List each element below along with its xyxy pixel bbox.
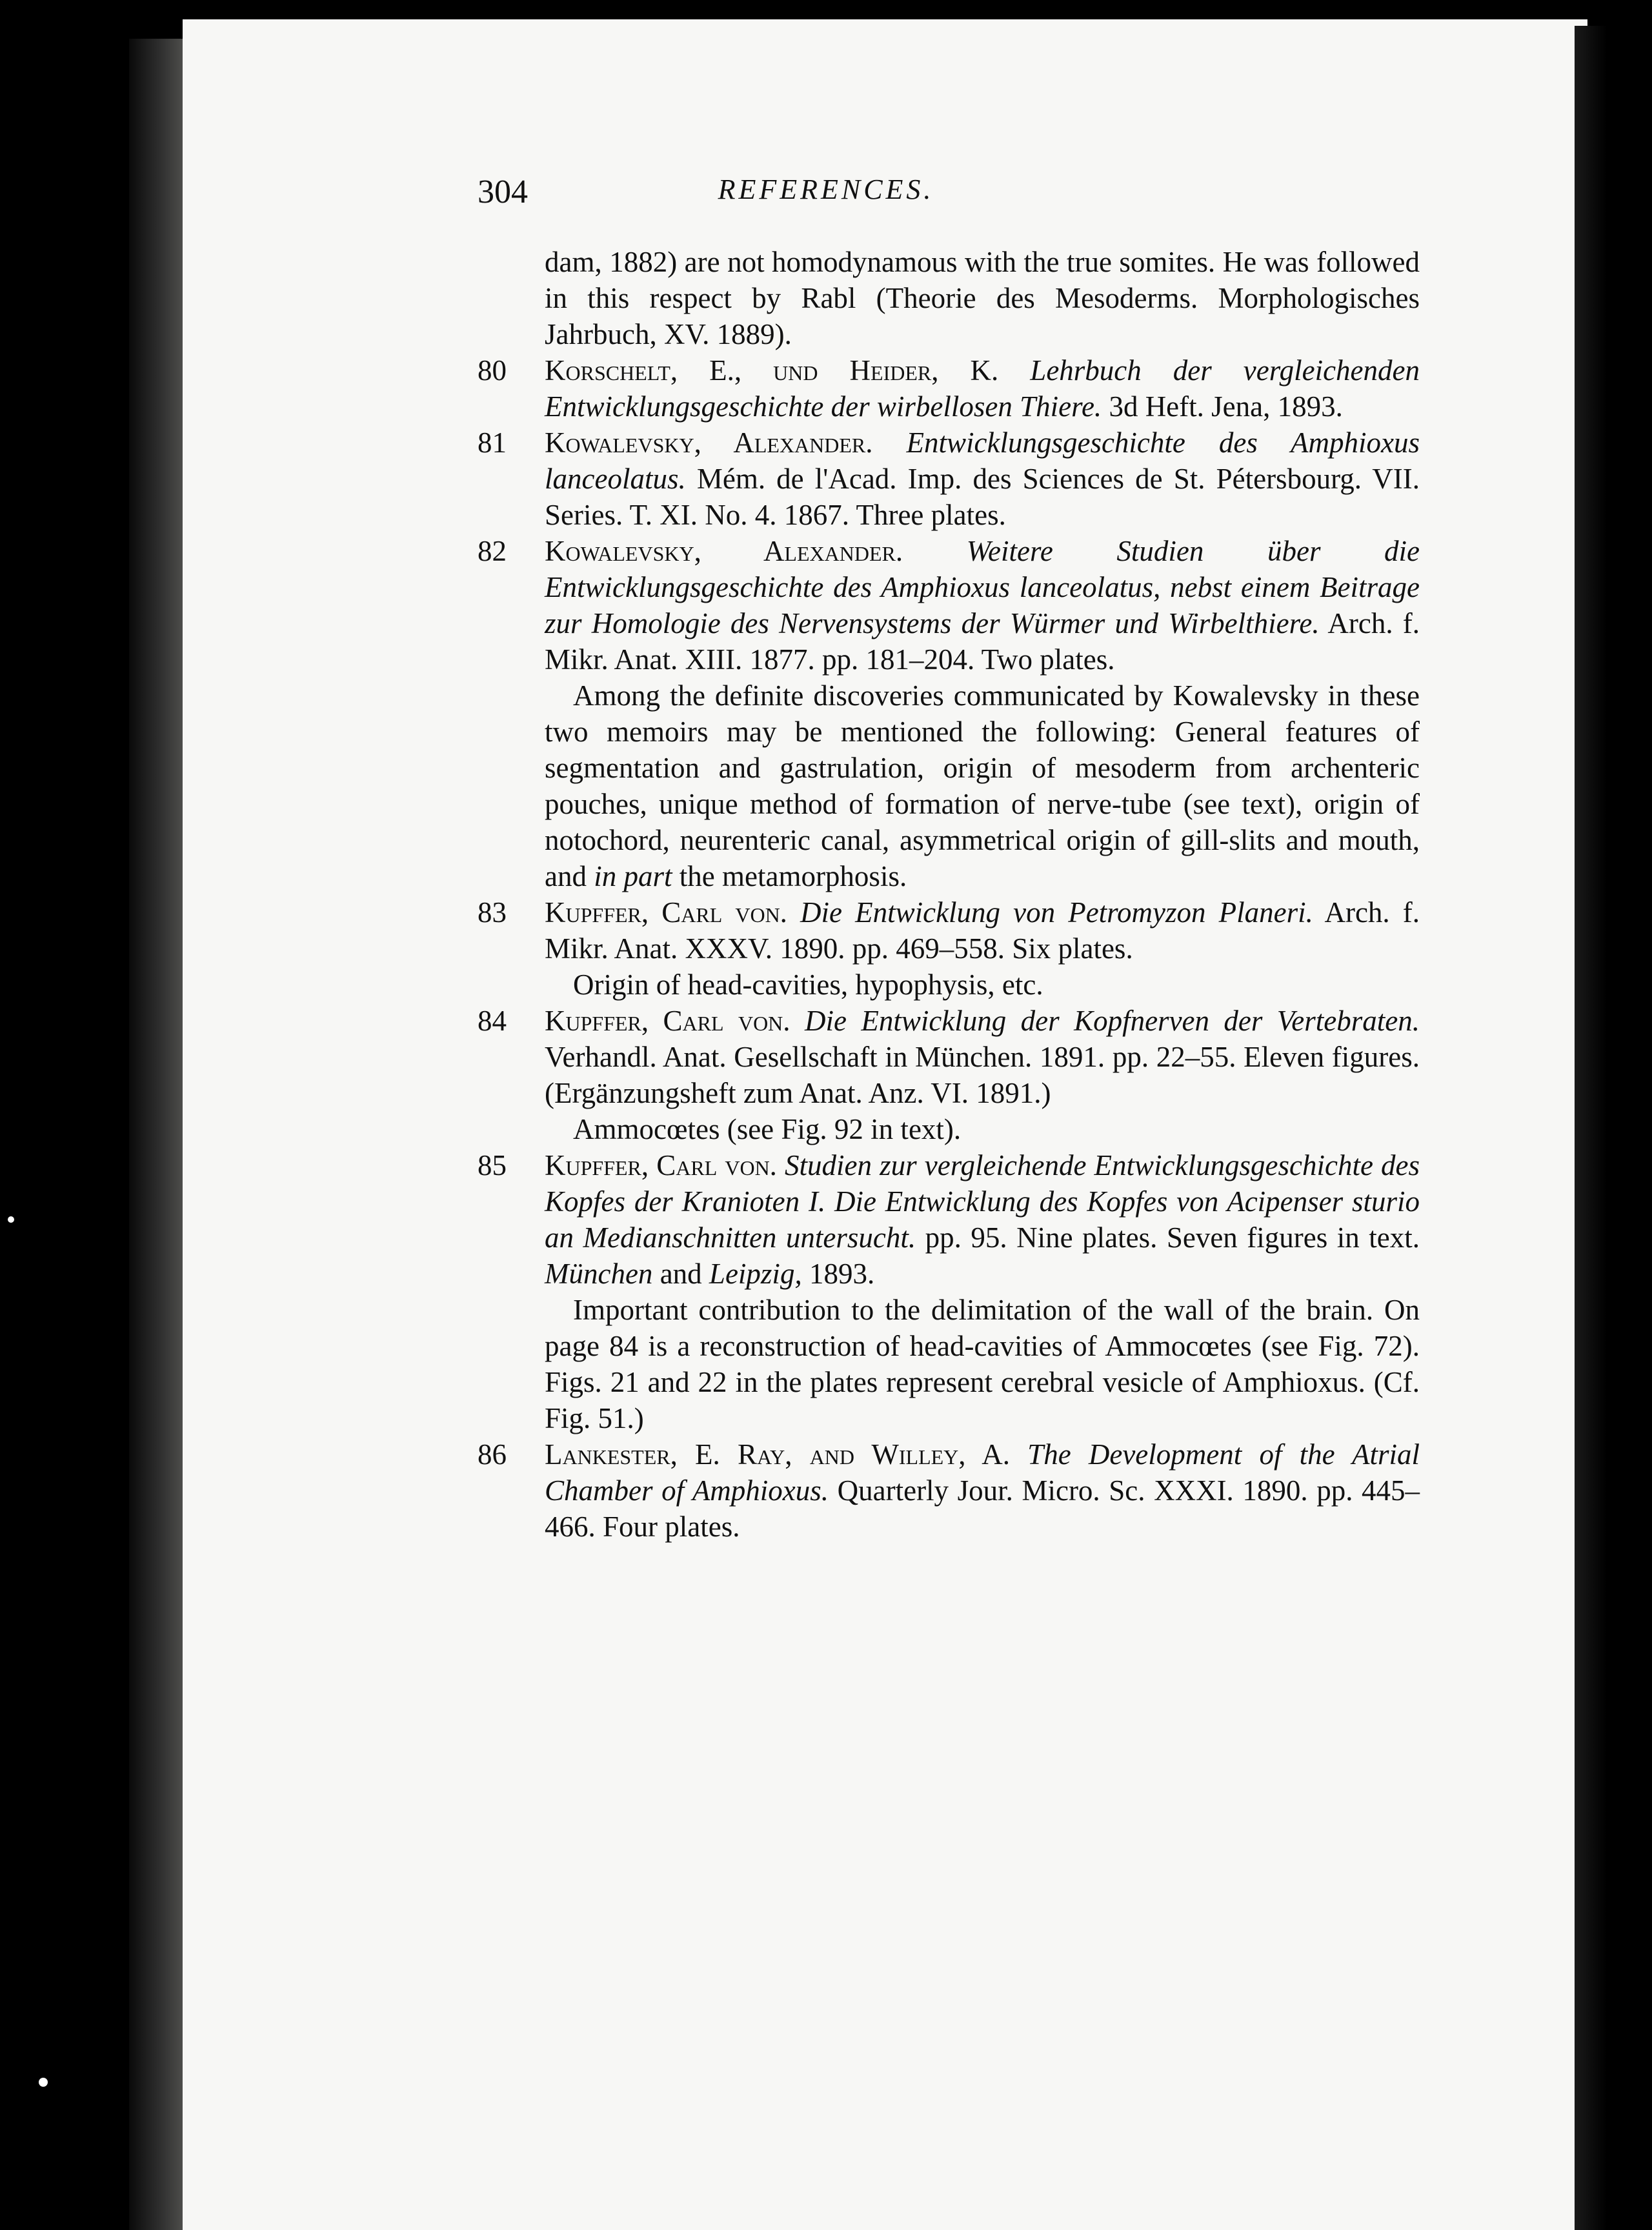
entry-details: Quarterly Jour. Micro. Sc. XXXI. 1890. pp. 445–466. Four plates. <box>545 1474 1420 1543</box>
entry-note: Ammocœtes (see Fig. 92 in text). <box>573 1113 962 1145</box>
entry-author: Kowalevsky, Alexander. <box>545 535 903 567</box>
reference-entry <box>478 1436 1420 1545</box>
entry-title: Weitere Studien über die Entwicklungsgeschichte des Amphioxus lanceolatus, nebst einem Beitrage zur Homologie des Nervensystems der Würmer und Wirbelthiere. <box>545 535 1420 639</box>
entry-details: 3d Heft. Jena, 1893. <box>1109 390 1343 423</box>
reference-list <box>478 244 1420 1545</box>
entry-number: 82 <box>478 535 507 567</box>
scan-speck <box>8 1216 14 1223</box>
entry-title: The Development of the Atrial Chamber of Amphioxus. <box>545 1438 1420 1507</box>
entry-author: Kupffer, Carl von. <box>545 1149 777 1181</box>
entry-conjunction: and <box>660 1258 702 1290</box>
entry-number: 85 <box>478 1149 507 1181</box>
entry-author: Kowalevsky, Alexander. <box>545 427 873 459</box>
entry-number: 80 <box>478 354 507 387</box>
reference-entry <box>478 1003 1420 1111</box>
entry-number: 81 <box>478 427 507 459</box>
entry-details: pp. 95. Nine plates. Seven figures in text. <box>925 1221 1420 1254</box>
entry-author: Kupffer, Carl von. <box>545 896 787 929</box>
note-emphasis: in part <box>594 860 672 892</box>
entry-place: München <box>545 1258 653 1290</box>
continued-paragraph: dam, 1882) are not homodynamous with the true somites. He was followed in this respect by Rabl (Theorie des Mesoderms. Morphologisches Jahrbuch, XV. 1889). <box>545 246 1420 350</box>
page-number: 304 <box>478 174 528 210</box>
reference-entry <box>478 533 1420 678</box>
scan-speck <box>39 2078 48 2087</box>
entry-author: Kupffer, Carl von. <box>545 1005 791 1037</box>
page-edge-shadow <box>1575 26 1607 2230</box>
entry-details: Arch. f. Mikr. Anat. XXXV. 1890. pp. 469–558. Six plates. <box>545 896 1420 965</box>
reference-entry <box>478 894 1420 967</box>
entry-title: Entwicklungsgeschichte des Amphioxus lanceolatus. <box>545 427 1420 495</box>
entry-title: Die Entwicklung von Petromyzon Planeri. <box>800 896 1313 929</box>
reference-entry <box>478 1147 1420 1292</box>
entry-note: Important contribution to the delimitation of the wall of the brain. On page 84 is a reconstruction of head-cavities of Ammocœtes (see Fig. 72). Figs. 21 and 22 in the plates represent cerebral vesicle of Amphioxus. (Cf. Fig. 51.) <box>545 1294 1420 1434</box>
entry-details: Verhandl. Anat. Gesellschaft in München. 1891. pp. 22–55. Eleven figures. (Ergänzungsheft zum Anat. Anz. VI. 1891.) <box>545 1041 1420 1109</box>
note-text: the metamorphosis. <box>672 860 907 892</box>
entry-title: Die Entwicklung der Kopfnerven der Vertebraten. <box>804 1005 1420 1037</box>
entry-number: 83 <box>478 896 507 929</box>
entry-details: Mém. de l'Acad. Imp. des Sciences de St. Pétersbourg. VII. Series. T. XI. No. 4. 1867. Three plates. <box>545 463 1420 531</box>
entry-number: 86 <box>478 1438 507 1471</box>
entry-year: 1893. <box>809 1258 875 1290</box>
entry-note: Origin of head-cavities, hypophysis, etc. <box>573 969 1043 1001</box>
note-text: Among the definite discoveries communicated by Kowalevsky in these two memoirs may be mentioned the following: General features of segmentation and gastrulation, origin of mesoderm from archenteric pouches, unique method of formation of nerve-tube (see text), origin of notochord, neurenteric canal, asymmetrical origin of gill-slits and mouth, and <box>545 679 1420 892</box>
entry-author: Lankester, E. Ray, and Willey, A. <box>545 1438 1010 1471</box>
reference-entry <box>478 425 1420 533</box>
running-title: REFERENCES. <box>718 174 934 205</box>
entry-note <box>478 678 1420 894</box>
entry-number: 84 <box>478 1005 507 1037</box>
entry-place: Leipzig, <box>709 1258 802 1290</box>
entry-title: Lehrbuch der vergleichenden Entwicklungsgeschichte der wirbellosen Thiere. <box>545 354 1420 423</box>
entry-title: Studien zur vergleichende Entwicklungsgeschichte des Kopfes der Kranioten I. Die Entwicklung des Kopfes von Acipenser sturio an Medianschnitten untersucht. <box>545 1149 1420 1254</box>
entry-details: Arch. f. Mikr. Anat. XIII. 1877. pp. 181–204. Two plates. <box>545 607 1420 676</box>
reference-entry <box>478 352 1420 425</box>
entry-author: Korschelt, E., und Heider, K. <box>545 354 999 387</box>
